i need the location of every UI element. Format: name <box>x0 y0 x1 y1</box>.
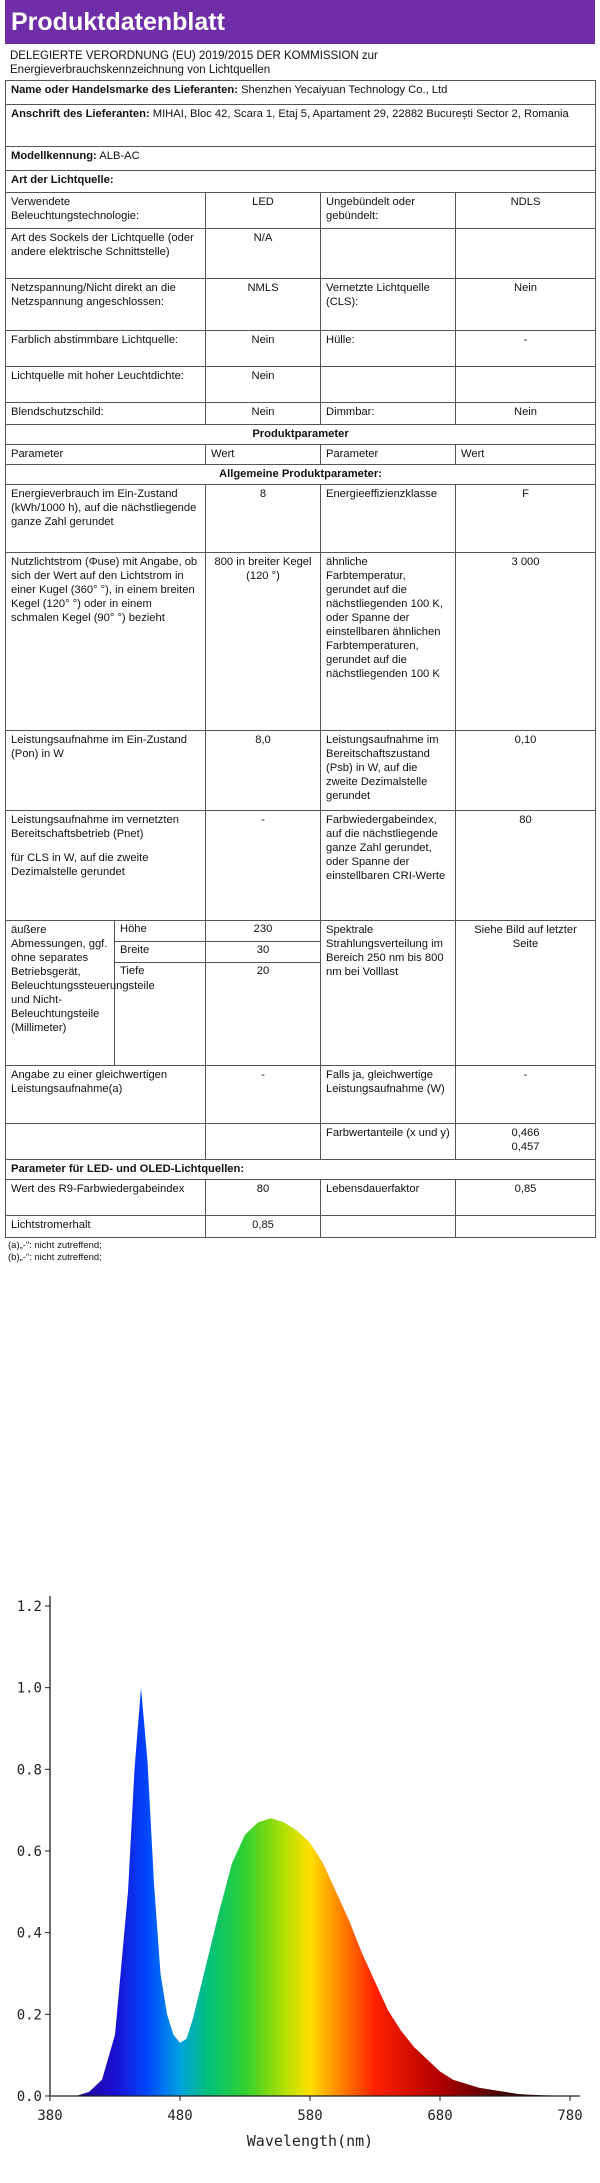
table-row <box>6 367 596 403</box>
cell-value: NMLS <box>206 279 321 331</box>
pnet-label <box>6 811 206 921</box>
cell-value: Nein <box>206 331 321 367</box>
table-row <box>6 1066 596 1124</box>
flux-value: 800 in breiter Kegel (120 °) <box>206 553 321 731</box>
table-row <box>6 331 596 367</box>
x-tick-label: 780 <box>557 2108 583 2124</box>
empty-cell <box>6 1124 206 1160</box>
dimensions-label: äußere Abmessungen, ggf. ohne separates Betriebsgerät, Beleuchtungssteuerungsteile und Nicht-Beleuchtungsteile (Millimeter) <box>6 921 115 1065</box>
model-label: Modellkennung: <box>11 150 97 162</box>
cell-label <box>321 229 456 279</box>
led-params-heading: Parameter für LED- und OLED-Lichtquellen: <box>6 1160 596 1180</box>
supplier-address-label: Anschrift des Lieferanten: <box>11 108 150 120</box>
cell-value: N/A <box>206 229 321 279</box>
flux-maint-label: Lichtstromerhalt <box>6 1216 206 1238</box>
cell-label: Vernetzte Lichtquelle (CLS): <box>321 279 456 331</box>
table-header-row <box>6 445 596 465</box>
cri-label: Farbwiedergabeindex, auf die nächstliegende ganze Zahl gerundet, oder Spanne der einstellbaren CRI-Werte <box>321 811 456 921</box>
cell-label: Netzspannung/Nicht direkt an die Netzspannung angeschlossen: <box>6 279 206 331</box>
y-tick-label: 0.6 <box>16 1844 42 1860</box>
cell-label: Blendschutzschild: <box>6 403 206 425</box>
pon-label: Leistungsaufnahme im Ein-Zustand (Pon) in W <box>6 731 206 811</box>
spectral-value: Siehe Bild auf letzter Seite <box>456 921 596 1066</box>
energy-label: Energieverbrauch im Ein-Zustand (kWh/1000 h), auf die nächstliegende ganze Zahl gerundet <box>6 485 206 553</box>
dim-name: Breite <box>115 942 205 963</box>
cell-label: Farblich abstimmbare Lichtquelle: <box>6 331 206 367</box>
product-params-heading: Produktparameter <box>6 425 596 445</box>
y-tick-label: 0.0 <box>16 2089 42 2105</box>
cell-label: Ungebündelt oder gebündelt: <box>321 193 456 229</box>
cell-value: Nein <box>206 367 321 403</box>
x-tick-label: 480 <box>167 2108 193 2124</box>
energy-value: 8 <box>206 485 321 553</box>
flux-maint-value: 0,85 <box>206 1216 321 1238</box>
empty-cell <box>321 1216 456 1238</box>
chroma-y: 0,457 <box>511 1141 540 1153</box>
table-row <box>6 485 596 553</box>
model-row <box>6 147 596 171</box>
pnet-label-line-1: Leistungsaufnahme im vernetzten Bereitschaftsbetrieb (Pnet) <box>11 814 179 840</box>
dim-value: 30 <box>206 942 320 963</box>
cell-label: Verwendete Beleuchtungstechnologie: <box>6 193 206 229</box>
datasheet-table <box>5 80 596 1238</box>
x-tick-label: 580 <box>297 2108 323 2124</box>
cell-label <box>321 367 456 403</box>
x-tick-label: 680 <box>427 2108 453 2124</box>
chroma-label: Farbwertanteile (x und y) <box>321 1124 456 1160</box>
light-source-heading: Art der Lichtquelle: <box>6 171 596 193</box>
table-row <box>6 193 596 229</box>
regulation-text <box>0 44 600 80</box>
r9-value: 80 <box>206 1180 321 1216</box>
cell-value <box>456 367 596 403</box>
page-title: Produktdatenblatt <box>5 0 595 44</box>
equiv-power-value: - <box>456 1066 596 1124</box>
model-value: ALB-AC <box>99 150 140 162</box>
column-header: Wert <box>206 445 321 465</box>
x-axis-label: Wavelength(nm) <box>246 2132 374 2150</box>
y-tick-label: 0.2 <box>16 2007 42 2024</box>
y-tick-label: 1.2 <box>16 1599 42 1615</box>
table-row <box>6 229 596 279</box>
y-tick-label: 0.8 <box>16 1762 42 1779</box>
dim-name: Tiefe <box>120 965 145 977</box>
flux-label: Nutzlichtstrom (Φuse) mit Angabe, ob sich der Wert auf den Lichtstrom in einer Kugel (360° °), in einem breiten Kegel (120° °) oder in einem schmalen Kegel (90° °) bezieht <box>6 553 206 731</box>
x-tick-label: 380 <box>37 2108 63 2124</box>
equiv-value: - <box>206 1066 321 1124</box>
column-header: Parameter <box>6 445 206 465</box>
psb-label: Leistungsaufnahme im Bereitschaftszustand (Psb) in W, auf die zweite Dezimalstelle gerundet <box>321 731 456 811</box>
dimensions-cell <box>6 921 206 1066</box>
empty-cell <box>206 1124 321 1160</box>
dimensions-names <box>115 921 205 1065</box>
cell-value: Nein <box>456 403 596 425</box>
lifetime-value: 0,85 <box>456 1180 596 1216</box>
cell-label: Lichtquelle mit hoher Leuchtdichte: <box>6 367 206 403</box>
regulation-line-2: Energieverbrauchskennzeichnung von Lichtquellen <box>10 64 271 76</box>
empty-cell <box>456 1216 596 1238</box>
column-header: Wert <box>456 445 596 465</box>
dim-value: 230 <box>206 921 320 942</box>
dim-name: Höhe <box>115 921 205 942</box>
cell-value: Nein <box>206 403 321 425</box>
pon-value: 8,0 <box>206 731 321 811</box>
pnet-value: - <box>206 811 321 921</box>
cell-value: - <box>456 331 596 367</box>
psb-value: 0,10 <box>456 731 596 811</box>
regulation-line-1: DELEGIERTE VERORDNUNG (EU) 2019/2015 DER KOMMISSION zur <box>10 50 378 62</box>
cct-label: ähnliche Farbtemperatur, gerundet auf die nächstliegenden 100 K, oder Spanne der einstellbaren ähnlichen Farbtemperaturen, gerundet auf die nächstliegenden 100 K <box>321 553 456 731</box>
lifetime-label: Lebensdauerfaktor <box>321 1180 456 1216</box>
table-row <box>6 403 596 425</box>
cell-label: Art des Sockels der Lichtquelle (oder andere elektrische Schnittstelle) <box>6 229 206 279</box>
table-row <box>6 1216 596 1238</box>
chroma-x: 0,466 <box>511 1127 540 1139</box>
spectrum-chart <box>0 1568 600 2178</box>
cri-value: 80 <box>456 811 596 921</box>
supplier-address-value: MIHAI, Bloc 42, Scara 1, Etaj 5, Apartament 29, 22882 București Sector 2, Romania <box>152 108 569 120</box>
table-row <box>6 1124 596 1160</box>
spectrum-area <box>76 1688 557 2096</box>
general-params-heading: Allgemeine Produktparameter: <box>6 465 596 485</box>
r9-label: Wert des R9-Farbwiedergabeindex <box>6 1180 206 1216</box>
table-row <box>6 553 596 731</box>
chroma-values <box>456 1124 596 1160</box>
spectral-label: Spektrale Strahlungsverteilung im Bereich 250 nm bis 800 nm bei Volllast <box>321 921 456 1066</box>
y-tick-label: 0.4 <box>16 1925 42 1942</box>
equiv-power-label: Falls ja, gleichwertige Leistungsaufnahme (W) <box>321 1066 456 1124</box>
footnote-a: (a)„-“: nicht zutreffend; <box>8 1240 102 1251</box>
table-row <box>6 1180 596 1216</box>
efficiency-value: F <box>456 485 596 553</box>
footnotes <box>0 1238 600 1266</box>
cell-value <box>456 229 596 279</box>
supplier-name-row <box>6 81 596 105</box>
pnet-label-line-2: für CLS in W, auf die zweite Dezimalstelle gerundet <box>11 852 149 878</box>
equiv-label: Angabe zu einer gleichwertigen Leistungsaufnahme(a) <box>6 1066 206 1124</box>
table-row <box>6 279 596 331</box>
cell-label: Hülle: <box>321 331 456 367</box>
table-row <box>6 811 596 921</box>
column-header: Parameter <box>321 445 456 465</box>
cell-value: Nein <box>456 279 596 331</box>
table-row <box>6 921 596 1066</box>
footnote-b: (b)„-“: nicht zutreffend; <box>8 1252 102 1263</box>
y-tick-label: 1.0 <box>16 1680 42 1697</box>
table-row <box>6 731 596 811</box>
supplier-address-row <box>6 105 596 147</box>
cct-value: 3 000 <box>456 553 596 731</box>
cell-value: LED <box>206 193 321 229</box>
cell-value: NDLS <box>456 193 596 229</box>
dimensions-values <box>206 921 321 1066</box>
cell-label: Dimmbar: <box>321 403 456 425</box>
dim-value: 20 <box>256 965 270 977</box>
supplier-name-label: Name oder Handelsmarke des Lieferanten: <box>11 84 238 96</box>
supplier-name-value: Shenzhen Yecaiyuan Technology Co., Ltd <box>241 84 448 96</box>
efficiency-label: Energieeffizienzklasse <box>321 485 456 553</box>
